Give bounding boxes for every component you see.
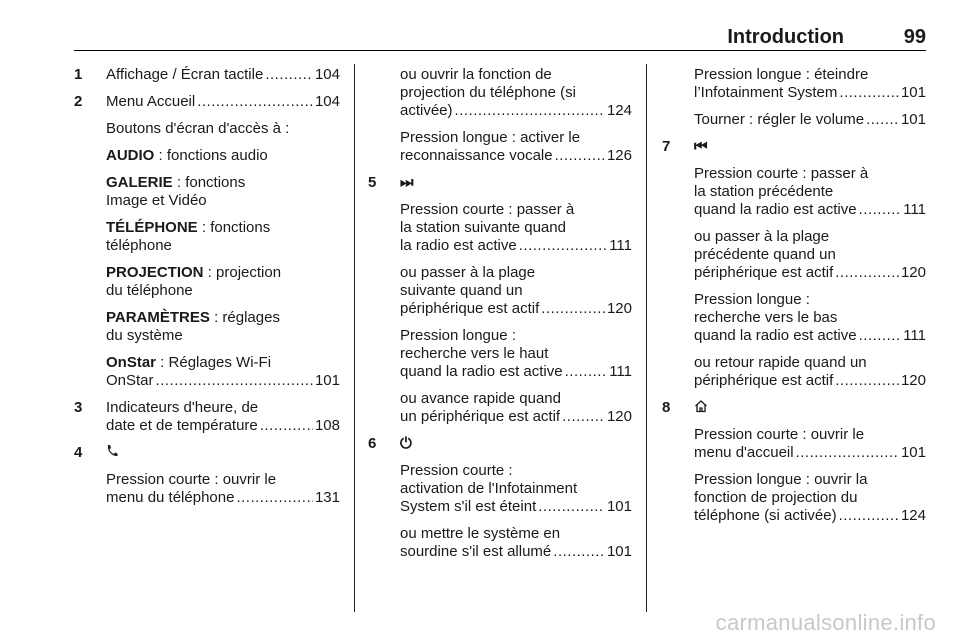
entry-4-continued: ou ouvrir la fonction de projection du téléphone (si activée) ..... 124 <box>368 66 632 120</box>
entry-number: 1 <box>74 66 83 83</box>
entry-number: 7 <box>662 138 671 155</box>
page-ref: 124 <box>606 102 632 119</box>
column-3 <box>662 66 926 534</box>
next-track-icon: ⏭ <box>400 174 414 191</box>
telephone-item: TÉLÉPHONE : fonctions téléphone <box>106 219 271 254</box>
entry-number: 4 <box>74 444 83 461</box>
entry-number: 5 <box>368 174 377 191</box>
page-ref: 126 <box>606 147 632 164</box>
entry-number: 2 <box>74 93 83 110</box>
column-1 <box>74 66 340 507</box>
parametres-item: PARAMÈTRES : réglages du système <box>106 309 280 344</box>
column-divider-2 <box>646 64 647 612</box>
page-ref: 108 <box>314 417 340 434</box>
intro-text: Boutons d'écran d'accès à : <box>106 120 290 137</box>
home-icon <box>694 399 708 413</box>
page-number: 99 <box>903 26 926 48</box>
page-ref: 101 <box>314 372 340 389</box>
page-ref: 104 <box>314 66 340 83</box>
entry-6-turn: Tourner : régler le volume ..... 101 <box>662 111 926 129</box>
entry-6-long: Pression longue : éteindre l’Infotainment System ..... 101 <box>662 66 926 102</box>
projection-item: PROJECTION : projection du téléphone <box>106 264 282 299</box>
column-divider-1 <box>354 64 355 612</box>
header-rule <box>74 50 926 51</box>
entry-6: 6 ⏻ Pression courte : activation de l'Infotainment System s'il est éteint ..... 101 ou mettre le système en sourdine s'il est allumé ..... 101 <box>368 435 632 561</box>
entry-number: 8 <box>662 399 671 416</box>
column-2 <box>368 66 632 570</box>
entry-4-voice: Pression longue : activer le reconnaissance vocale ..... 126 <box>368 129 632 165</box>
entry-number: 3 <box>74 399 83 416</box>
entry-text: Menu Accueil <box>106 93 196 110</box>
onstar-item: OnStar : Réglages Wi-Fi OnStar ..... 101 <box>106 354 340 390</box>
entry-5: 5 ⏭ Pression courte : passer à la station suivante quand la radio est active ..... 111 ou passer à la plage suivante quand un périphérique est actif ..... 120 Pression longue : recherche vers le haut quand la radio est active ..... 111 ou avance rapide quand un périphérique est actif ..... 120 <box>368 174 632 426</box>
entry-2 <box>74 93 340 390</box>
entry-4: 4 Pression courte : ouvrir le menu du téléphone ..... 131 <box>74 444 340 507</box>
audio-item: AUDIO : fonctions audio <box>106 147 268 164</box>
entry-1 <box>74 66 340 84</box>
entry-3: 3 Indicateurs d'heure, de date et de température ..... 108 <box>74 399 340 435</box>
phone-icon <box>106 444 118 458</box>
entry-7: 7 ⏮ Pression courte : passer à la station précédente quand la radio est active ..... 111 ou passer à la plage précédente quand un périphérique est actif ..... 120 Pression longue : recherche vers le bas quand la radio est active ..... 111 ou retour rapide quand un périphérique est actif ..... 120 <box>662 138 926 390</box>
power-icon: ⏻ <box>400 435 412 452</box>
previous-track-icon: ⏮ <box>694 138 708 155</box>
watermark: carmanualsonline.info <box>715 610 936 635</box>
galerie-item: GALERIE : fonctions Image et Vidéo <box>106 174 246 209</box>
entry-8: 8 Pression courte : ouvrir le menu d'accueil ..... 101 Pression longue : ouvrir la fonction de projection du téléphone (si activée) ..... 124 <box>662 399 926 525</box>
page-ref: 131 <box>314 489 340 506</box>
entry-number: 6 <box>368 435 377 452</box>
entry-text: Affichage / Écran tactile <box>106 66 264 83</box>
page-title: Introduction <box>727 26 844 48</box>
page-ref: 104 <box>314 93 340 110</box>
